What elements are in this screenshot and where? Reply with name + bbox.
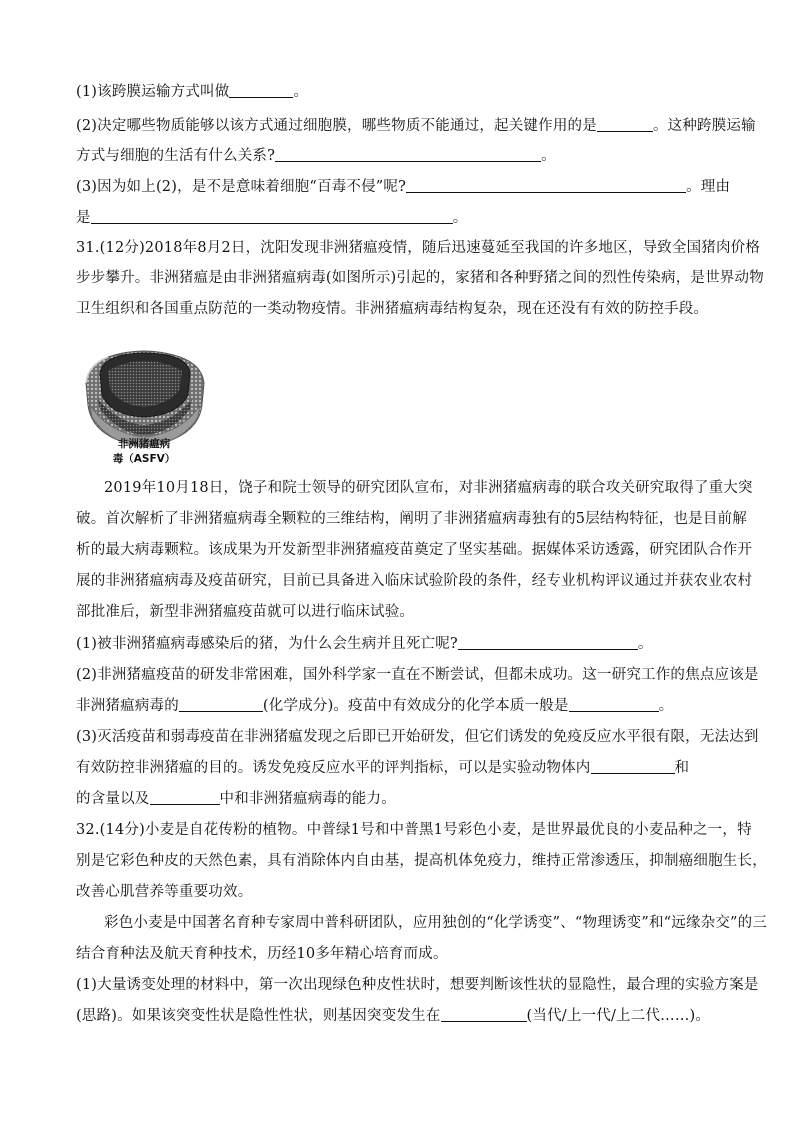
answer-blank[interactable] [179, 697, 263, 712]
q31-intro-3: 卫生组织和各国重点防范的一类动物疫情。非洲猪瘟病毒结构复杂，现在还没有有效的防控手段。 [76, 301, 709, 317]
q31-sub3: (3)灭活疫苗和弱毒疫苗在非洲猪瘟发现之后即已开始研发，但它们诱发的免疫反应水平很有限，无法达到 [76, 729, 759, 745]
q30-part1: (1)该跨膜运输方式叫做 。 [76, 84, 309, 100]
q31-sub3-cont2: 的含量以及 中和非洲猪瘟病毒的能力。 [76, 791, 396, 807]
q32-para-2: 结合育种法及航天育种技术，历经10多年精心培育而成。 [76, 946, 448, 962]
answer-blank[interactable] [275, 147, 541, 162]
answer-blank[interactable] [569, 697, 659, 712]
q31-sub1: (1)被非洲猪瘟病毒感染后的猪，为什么会生病并且死亡呢? 。 [76, 636, 653, 652]
q31-sub2: (2)非洲猪瘟疫苗的研发非常困难，国外科学家一直在不断尝试，但都未成功。这一研究工作的焦点应该是 [76, 667, 759, 683]
answer-blank[interactable] [229, 83, 293, 98]
answer-blank[interactable] [406, 178, 686, 193]
answer-blank[interactable] [150, 790, 220, 805]
q31-intro-2: 步步攀升。非洲猪瘟是由非洲猪瘟病毒(如图所示)引起的，家猪和各种野猪之间的烈性传染病，是世界动物 [76, 270, 764, 286]
answer-blank[interactable] [441, 1007, 527, 1022]
q30-part3-cont: 是 。 [76, 210, 468, 226]
answer-blank[interactable] [91, 209, 453, 224]
figure-caption-line1: 非洲猪瘟病 [117, 438, 171, 450]
q31-sub2-cont: 非洲猪瘟病毒的 (化学成分)。疫苗中有效成分的化学本质一般是 。 [76, 698, 674, 714]
q31-para-1: 2019年10月18日，饶子和院士领导的研究团队宣布，对非洲猪瘟病毒的联合攻关研究取得了重大突 [104, 480, 753, 496]
q32-intro-2: 别是它彩色种皮的天然色素，具有消除体内自由基，提高机体免疫力，维持正常渗透压，抑制癌细胞生长， [76, 853, 767, 869]
q31-sub3-cont: 有效防控非洲猪瘟的目的。诱发免疫反应水平的评判指标，可以是实验动物体内 和 [76, 760, 690, 776]
q31-para-2: 破。首次解析了非洲猪瘟病毒全颗粒的三维结构，阐明了非洲猪瘟病毒独有的5层结构特征，也是目前解 [76, 511, 747, 527]
answer-blank[interactable] [458, 635, 638, 650]
q30-part3: (3)因为如上(2)，是不是意味着细胞“百毒不侵”呢? 。理由 [76, 179, 731, 195]
q31-para-4: 展的非洲猪瘟病毒及疫苗研究，目前已具备进入临床试验阶段的条件，经专业机构评议通过并获农业农村 [76, 573, 753, 589]
q31-intro-1: 31.(12分)2018年8月2日，沈阳发现非洲猪瘟疫情，随后迅速蔓延至我国的许多地区，导致全国猪肉价格 [76, 240, 761, 256]
q30-part2-cont: 方式与细胞的生活有什么关系? 。 [76, 148, 556, 164]
figure-caption-line2: 毒（ASFV） [112, 453, 176, 465]
answer-blank[interactable] [591, 759, 675, 774]
answer-blank[interactable] [597, 117, 653, 132]
q32-sub1-cont: (思路)。如果该突变性状是隐性性状，则基因突变发生在 (当代/上一代/上二代……)。 [76, 1008, 711, 1024]
q32-intro-3: 改善心肌营养等重要功效。 [76, 884, 253, 900]
q31-para-5: 部批准后，新型非洲猪瘟疫苗就可以进行临床试验。 [76, 604, 415, 620]
q32-intro-1: 32.(14分)小麦是自花传粉的植物。中普绿1号和中普黑1号彩色小麦，是世界最优良的小麦品种之一，特 [76, 822, 752, 838]
q32-sub1: (1)大量诱变处理的材料中，第一次出现绿色种皮性状时，想要判断该性状的显隐性，最合理的实验方案是 [76, 977, 759, 993]
q30-part2: (2)决定哪些物质能够以该方式通过细胞膜，哪些物质不能通过，起关键作用的是 。这种跨膜运输 [76, 118, 756, 134]
q32-para-1: 彩色小麦是中国著名育种专家周中普科研团队，应用独创的“化学诱变”、“物理诱变”和“远缘杂交”的三 [104, 915, 768, 931]
q31-para-3: 析的最大病毒颗粒。该成果为开发新型非洲猪瘟疫苗奠定了坚实基础。据媒体采访透露，研究团队合作开 [76, 542, 753, 558]
